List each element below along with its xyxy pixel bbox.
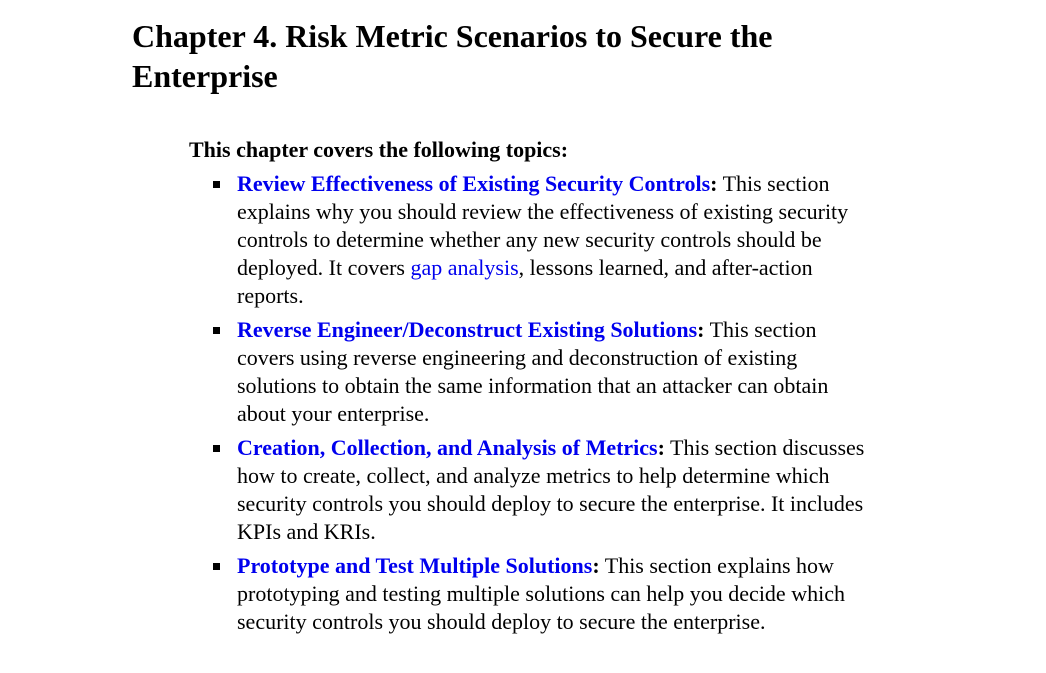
- topics-intro: This chapter covers the following topics:: [189, 137, 569, 162]
- topic-link-reverse-engineer[interactable]: Reverse Engineer/Deconstruct Existing Solutions: [237, 317, 698, 342]
- chapter-title: Chapter 4. Risk Metric Scenarios to Secure the Enterprise: [132, 18, 773, 94]
- gap-analysis-link[interactable]: gap analysis: [410, 255, 519, 280]
- square-bullet-icon: [213, 563, 220, 570]
- topic-item-reverse-engineer: [237, 316, 877, 428]
- topic-description: This section explains how prototyping and testing multiple solutions can help you decide which security controls you should deploy to secure the enterprise.: [237, 553, 845, 634]
- square-bullet-icon: [213, 445, 220, 452]
- topic-description-end: , lessons learned, and after-action reports.: [237, 255, 813, 308]
- topic-link-security-controls[interactable]: Review Effectiveness of Existing Security Controls: [237, 171, 711, 196]
- topic-item-prototype: [237, 552, 877, 636]
- topic-colon: :: [697, 317, 705, 342]
- topic-link-metrics[interactable]: Creation, Collection, and Analysis of Metrics: [237, 435, 658, 460]
- topic-description: This section explains why you should review the effectiveness of existing security controls to determine whether any new security controls should be deployed. It covers: [237, 171, 849, 280]
- square-bullet-icon: [213, 181, 220, 188]
- topic-colon: :: [657, 435, 665, 460]
- topic-link-prototype[interactable]: Prototype and Test Multiple Solutions: [237, 553, 593, 578]
- topic-colon: :: [592, 553, 600, 578]
- topic-colon: :: [710, 171, 718, 196]
- square-bullet-icon: [213, 327, 220, 334]
- topics-list: [237, 170, 877, 642]
- topic-description: This section discusses how to create, collect, and analyze metrics to help determine which security controls you should deploy to secure the enterprise. It includes KPIs and KRIs.: [237, 435, 865, 544]
- topic-item-metrics: [237, 434, 877, 546]
- topic-item-security-controls: [237, 170, 877, 310]
- topic-description: This section covers using reverse engineering and deconstruction of existing solutions to obtain the same information that an attacker can obtain about your enterprise.: [237, 317, 829, 426]
